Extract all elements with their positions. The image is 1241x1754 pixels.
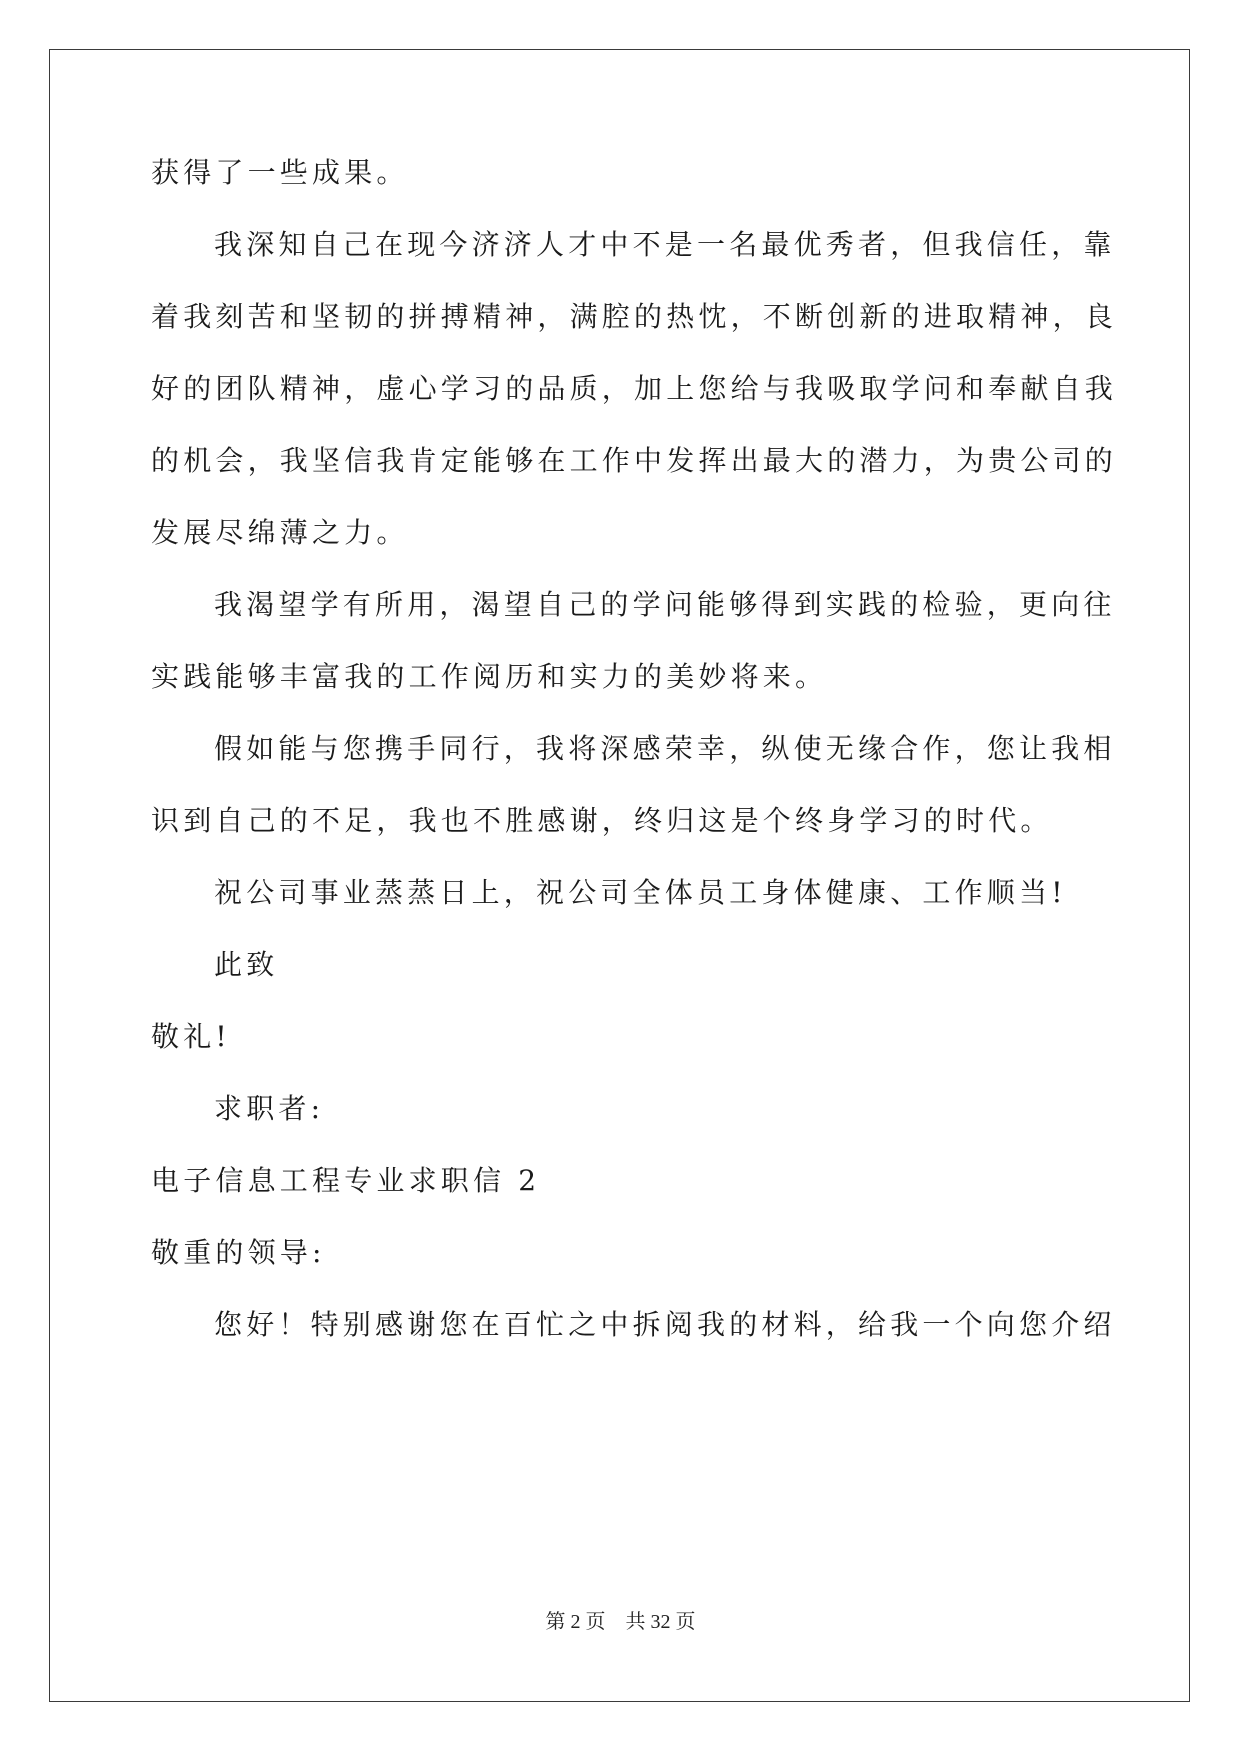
greeting-line: 敬重的领导: (151, 1236, 326, 1269)
text-line: 着我刻苦和坚韧的拼搏精神，满腔的热忱，不断创新的进取精神，良 (151, 300, 1118, 333)
paragraph-start-line: 您好！特别感谢您在百忙之中拆阅我的材料，给我一个向您介绍 (214, 1308, 1116, 1341)
page-number-footer: 第 2 页 共 32 页 (545, 1611, 696, 1633)
text-line: 获得了一些成果。 (151, 156, 409, 189)
closing-salutation: 此致 (214, 948, 279, 981)
text-line: 发展尽绵薄之力。 (151, 516, 409, 549)
text-line: 识到自己的不足，我也不胜感谢，终归这是个终身学习的时代。 (151, 804, 1053, 837)
paragraph-start-line: 假如能与您携手同行，我将深感荣幸，纵使无缘合作，您让我相 (214, 732, 1116, 765)
closing-respect: 敬礼! (151, 1020, 231, 1053)
section-title: 电子信息工程专业求职信 2 (151, 1164, 541, 1197)
paragraph-start-line: 我渴望学有所用，渴望自己的学问能够得到实践的检验，更向往 (214, 588, 1116, 621)
closing-wish-line: 祝公司事业蒸蒸日上，祝公司全体员工身体健康、工作顺当! (214, 876, 1067, 909)
text-line: 好的团队精神，虚心学习的品质，加上您给与我吸取学问和奉献自我 (151, 372, 1118, 405)
text-line: 的机会，我坚信我肯定能够在工作中发挥出最大的潜力，为贵公司的 (151, 444, 1118, 477)
text-line: 实践能够丰富我的工作阅历和实力的美妙将来。 (151, 660, 828, 693)
signature-label: 求职者: (214, 1092, 325, 1125)
paragraph-start-line: 我深知自己在现今济济人才中不是一名最优秀者，但我信任，靠 (214, 228, 1116, 261)
